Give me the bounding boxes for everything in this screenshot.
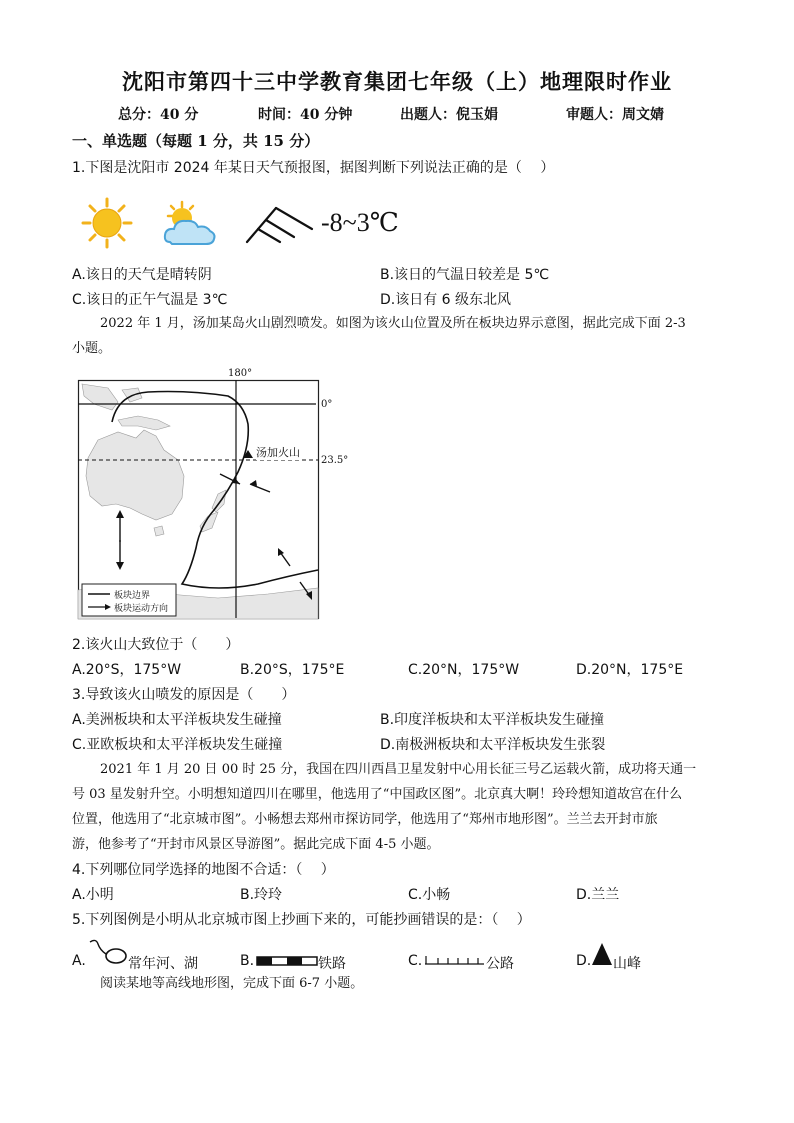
q3-option-b[interactable]: B.印度洋板块和太平洋板块发生碰撞 [380, 712, 605, 728]
q3-option-d[interactable]: D.南极洲板块和太平洋板块发生张裂 [380, 737, 606, 753]
q4-option-c[interactable]: C.小畅 [408, 887, 451, 903]
map-equator-label: 0° [321, 399, 333, 410]
q4-option-d[interactable]: D.兰兰 [576, 887, 620, 903]
intro-4-5-line-2: 号 03 星发射升空。小明想知道四川在哪里，他选用了“中国政区图”。北京真大啊！玲玲想知道故宫在什么 [72, 787, 683, 802]
q1-option-a[interactable]: A.该日的天气是晴转阴 [72, 267, 212, 283]
question-4-stem: 4.下列哪位同学选择的地图不合适：（ ） [72, 862, 335, 878]
section-heading: 一、单选题（每题 1 分，共 15 分） [72, 132, 320, 150]
map-tropic-label: 23.5° [321, 455, 349, 466]
legend-plate-boundary: 板块边界 [114, 591, 151, 601]
intro-4-5-line-4: 游，他参考了“开封市风景区导游图”。据此完成下面 4-5 小题。 [72, 837, 440, 852]
railway-legend-icon [256, 955, 318, 967]
q3-option-c[interactable]: C.亚欧板块和太平洋板块发生碰撞 [72, 737, 283, 753]
reviewer: 审题人：周文婧 [566, 107, 664, 123]
intro-4-5-line-3: 位置，他选用了“北京城市图”。小畅想去郑州市探访同学，他选用了“郑州市地形图”。兰兰去开封市旅 [72, 812, 658, 827]
q4-option-b[interactable]: B.玲玲 [240, 887, 283, 903]
q5-option-d-text: 山峰 [613, 956, 641, 972]
tonga-plate-map [78, 380, 320, 620]
intro-2-3-line-1: 2022 年 1 月，汤加某岛火山剧烈喷发。如图为该火山位置及所在板块边界示意图，据此完成下面 2-3 [100, 316, 686, 331]
lake-river-legend-icon [88, 936, 128, 966]
q5-option-c-text: 公路 [486, 956, 514, 972]
intro-2-3-line-2: 小题。 [72, 341, 112, 356]
temperature-range: -8~3℃ [321, 208, 399, 237]
page-title: 沈阳市第四十三中学教育集团七年级（上）地理限时作业 [122, 69, 672, 94]
q1-option-d[interactable]: D.该日有 6 级东北风 [380, 292, 512, 308]
q5-option-c-letter[interactable]: C. [408, 953, 423, 969]
map-meridian-label: 180° [228, 368, 253, 379]
sunny-to-cloudy-icon [162, 200, 218, 250]
q5-option-a-text: 常年河、湖 [128, 956, 198, 972]
sun-icon [82, 198, 132, 248]
exam-time: 时间：40 分钟 [258, 107, 353, 123]
total-score: 总分：40 分 [118, 107, 199, 123]
q2-option-d[interactable]: D.20°N，175°E [576, 662, 684, 678]
q1-option-c[interactable]: C.该日的正午气温是 3℃ [72, 292, 228, 308]
mountain-peak-legend-icon [591, 942, 613, 966]
q5-option-b-letter[interactable]: B. [240, 953, 255, 969]
question-1-stem: 1.下图是沈阳市 2024 年某日天气预报图，据图判断下列说法正确的是（ ） [72, 160, 555, 176]
q5-option-d-letter[interactable]: D. [576, 953, 592, 969]
q2-option-b[interactable]: B.20°S，175°E [240, 662, 345, 678]
q4-option-a[interactable]: A.小明 [72, 887, 114, 903]
q2-option-a[interactable]: A.20°S，175°W [72, 662, 182, 678]
intro-4-5-line-1: 2021 年 1 月 20 日 00 时 25 分，我国在四川西昌卫星发射中心用长征三号乙运载火箭，成功将天通一 [100, 762, 697, 777]
question-3-stem: 3.导致该火山喷发的原因是（ ） [72, 687, 296, 703]
map-volcano-label: 汤加火山 [256, 446, 300, 459]
question-author: 出题人：倪玉娟 [400, 107, 498, 123]
road-legend-icon [424, 953, 486, 967]
intro-6-7-line-1: 阅读某地等高线地形图，完成下面 6-7 小题。 [100, 976, 364, 991]
question-2-stem: 2.该火山大致位于（ ） [72, 637, 240, 653]
q5-option-b-text: 铁路 [318, 956, 346, 972]
question-5-stem: 5.下列图例是小明从北京城市图上抄画下来的，可能抄画错误的是：（ ） [72, 912, 531, 928]
q3-option-a[interactable]: A.美洲板块和太平洋板块发生碰撞 [72, 712, 282, 728]
wind-barb-icon [244, 205, 316, 245]
legend-plate-motion: 板块运动方向 [114, 604, 169, 614]
q1-option-b[interactable]: B.该日的气温日较差是 5℃ [380, 267, 550, 283]
q2-option-c[interactable]: C.20°N，175°W [408, 662, 520, 678]
q5-option-a-letter[interactable]: A. [72, 953, 86, 969]
